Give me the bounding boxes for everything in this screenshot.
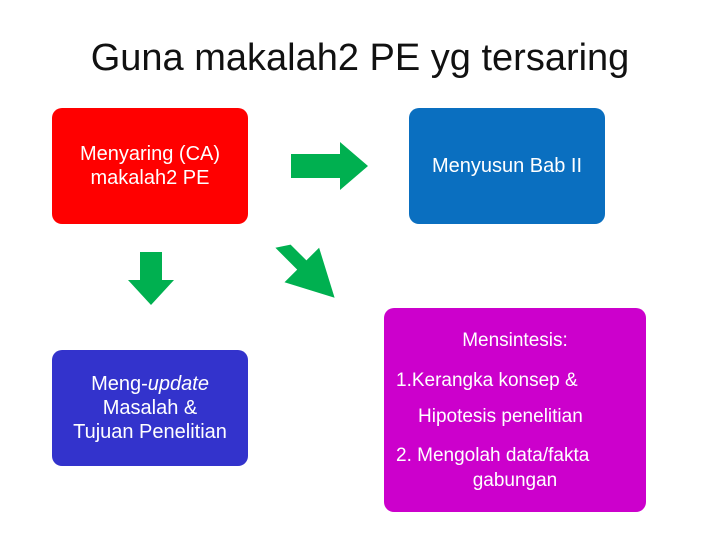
page-title: Guna makalah2 PE yg tersaring: [90, 37, 630, 79]
screen-line-1: Menyaring (CA): [79, 143, 221, 165]
synthesis-item-2-cont: gabungan: [472, 470, 558, 491]
update-line-1: Meng-update: [91, 373, 209, 395]
update-line-2: Masalah &: [102, 397, 198, 419]
diagonal-arrow-icon: [275, 245, 334, 298]
right-arrow-icon: [291, 142, 368, 190]
screen-line-2: makalah2 PE: [90, 167, 210, 189]
compose-label: Menyusun Bab II: [431, 155, 583, 177]
synthesis-item-1: 1.Kerangka konsep &: [396, 370, 578, 391]
synthesis-heading: Mensintesis:: [462, 330, 568, 351]
update-line-3: Tujuan Penelitian: [73, 421, 227, 443]
synthesis-item-2: 2. Mengolah data/fakta: [396, 445, 590, 466]
synthesis-item-1-cont: Hipotesis penelitian: [418, 406, 583, 427]
down-arrow-icon: [128, 252, 174, 305]
